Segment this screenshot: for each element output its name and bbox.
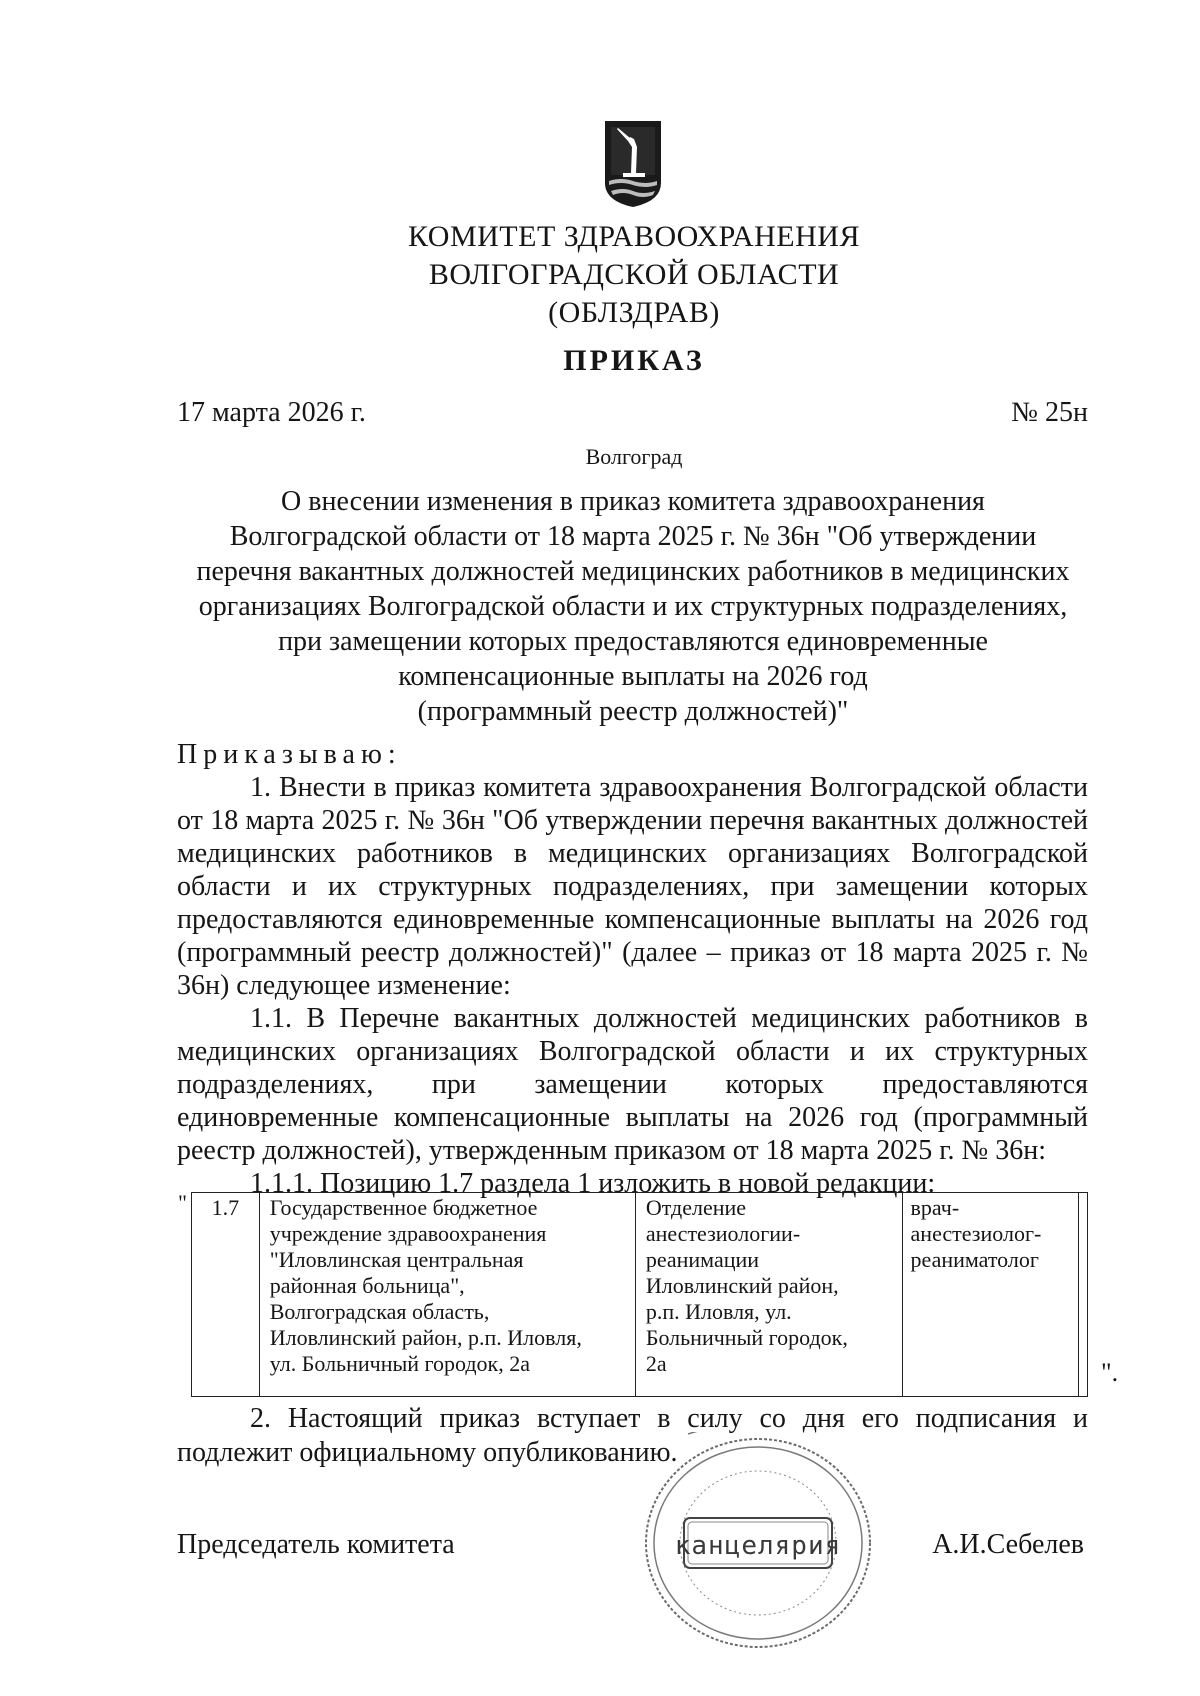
cell-line: врач- — [910, 1195, 960, 1220]
org-line: КОМИТЕТ ЗДРАВООХРАНЕНИЯ — [408, 220, 860, 253]
paragraph-item-1-1-1: 1.1.1. Позицию 1.7 раздела 1 изложить в новой редакции: — [250, 1168, 936, 1199]
heading-line: (программный реестр должностей)" — [417, 696, 849, 727]
cell-line: р.п. Иловля, ул. — [645, 1299, 792, 1324]
document-date: 17 марта 2026 г. — [177, 397, 366, 428]
office-seal-stamp — [638, 1432, 878, 1654]
cell-line: "Иловлинская центральная — [269, 1247, 524, 1272]
cell-department — [635, 1193, 902, 1397]
cell-empty — [1078, 1193, 1087, 1397]
order-word: Приказываю: — [177, 739, 402, 770]
table-quote-close: ". — [1101, 1358, 1119, 1387]
cell-line: Волгоградская область, — [269, 1299, 490, 1324]
coat-of-arms-icon — [601, 117, 665, 209]
heading-line: перечня вакантных должностей медицинских работников в медицинских — [196, 556, 1070, 587]
cell-line: реаниматолог — [910, 1247, 1039, 1272]
document-body — [177, 738, 1088, 1200]
heading-line: Волгоградской области от 18 марта 2025 г. № 36н "Об утверждении — [229, 521, 1037, 552]
cell-line: Иловлинский район, — [645, 1273, 839, 1298]
cell-position-number: 1.7 — [192, 1193, 260, 1397]
cell-line: ул. Больничный городок, 2а — [269, 1351, 531, 1376]
heading-line: при замещении которых предоставляются единовременные — [278, 626, 988, 657]
cell-line: 2а — [645, 1351, 667, 1376]
cell-organization — [259, 1193, 635, 1397]
paragraph-item-2: 2. Настоящий приказ вступает в силу со дня его подписания и подлежит официальному опубликованию. — [177, 1403, 1088, 1468]
paragraph-item-1: 1. Внести в приказ комитета здравоохранения Волгоградской области от 18 марта 2025 г. № 36н "Об утверждении перечня вакантных должностей медицинских работников в медицинских организациях Волгоградской области и их структурных подразделениях, при замещении которых предоставляются единовременные компенсационные выплаты на 2026 год (программный реестр должностей)" (далее – приказ от 18 марта 2025 г. № 36н) следующее изменение: — [177, 772, 1088, 1001]
table-row — [192, 1193, 1088, 1397]
heading-line: О внесении изменения в приказ комитета здравоохранения — [281, 486, 985, 517]
table-quote-open: " — [178, 1190, 187, 1215]
document-heading — [150, 484, 1116, 729]
document-number: № 25н — [1011, 397, 1088, 428]
cell-line: учреждение здравоохранения — [269, 1221, 547, 1246]
organization-name — [300, 218, 968, 332]
amendment-table — [191, 1192, 1088, 1397]
cell-position — [902, 1193, 1078, 1397]
cell-line: анестезиолог- — [910, 1221, 1042, 1246]
cell-line: Отделение — [645, 1195, 747, 1220]
cell-line: Больничный городок, — [645, 1325, 848, 1350]
signatory-title: Председатель комитета — [177, 1529, 455, 1560]
signatory-name: А.И.Себелев — [932, 1529, 1084, 1560]
paragraph-item-2-block — [177, 1402, 1088, 1470]
cell-line: реанимации — [645, 1247, 760, 1272]
heading-line: компенсационные выплаты на 2026 год — [398, 661, 868, 692]
cell-line: анестезиологии- — [645, 1221, 801, 1246]
heading-line: организациях Волгоградской области и их структурных подразделениях, — [198, 591, 1068, 622]
cell-line: районная больница", — [269, 1273, 465, 1298]
document-title: ПРИКАЗ — [563, 344, 705, 377]
document-city: Волгоград — [585, 444, 683, 469]
cell-line: Иловлинский район, р.п. Иловля, — [269, 1325, 582, 1350]
org-line: ВОЛГОГРАДСКОЙ ОБЛАСТИ — [428, 258, 840, 291]
org-line: (ОБЛЗДРАВ) — [548, 296, 720, 329]
seal-text: канцелярия — [674, 1531, 842, 1561]
cell-line: Государственное бюджетное — [269, 1195, 538, 1220]
paragraph-item-1-1: 1.1. В Перечне вакантных должностей медицинских работников в медицинских организациях Волгоградской области и их структурных подразделениях, при замещении которых предоставляются единовременные компенсационные выплаты на 2026 год (программный реестр должностей), утвержденным приказом от 18 марта 2025 г. № 36н: — [177, 1003, 1088, 1166]
